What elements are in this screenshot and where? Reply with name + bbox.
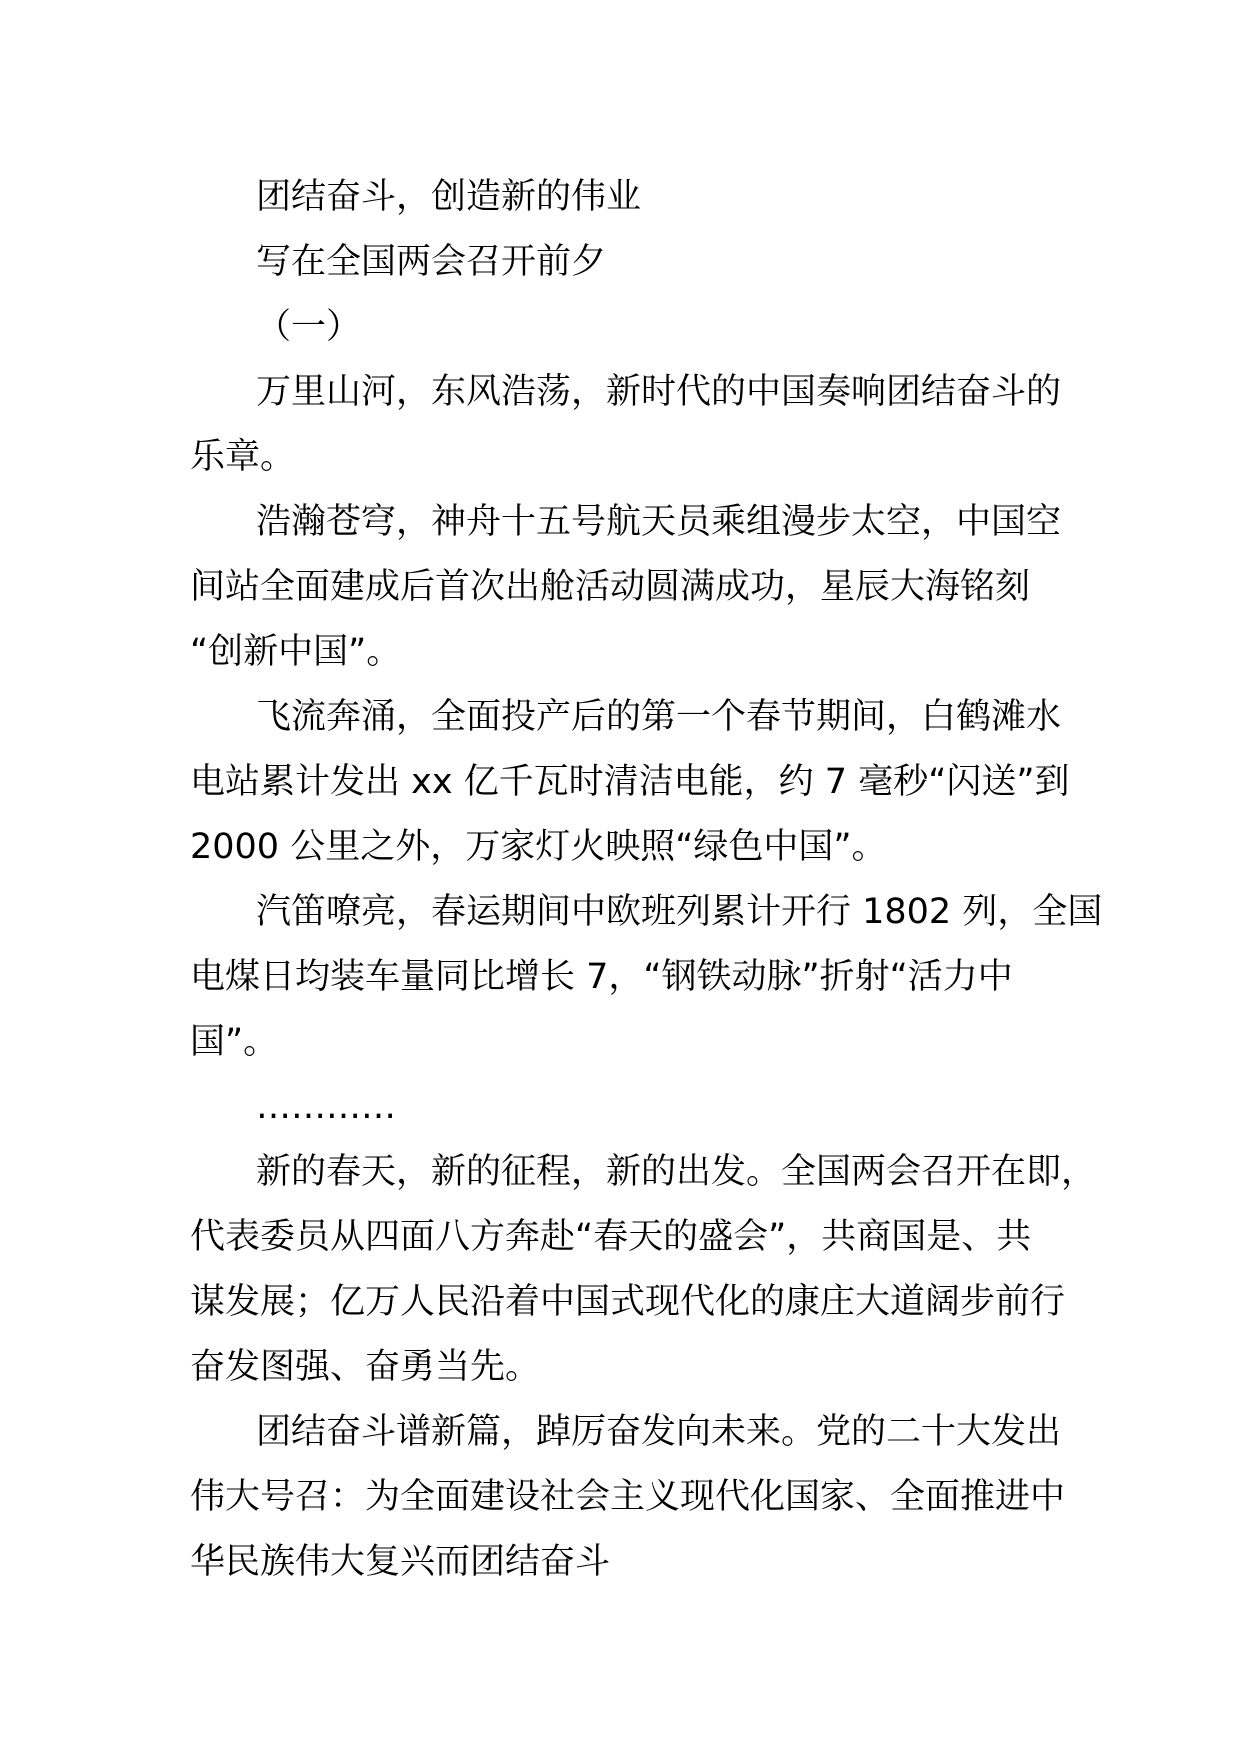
- paragraph-line: 2000 公里之外，万家灯火映照“绿色中国”。: [190, 827, 887, 867]
- paragraph-line: 国”。: [190, 1022, 279, 1062]
- paragraph-line: 谋发展；亿万人民沿着中国式现代化的康庄大道阔步前行: [190, 1282, 1066, 1322]
- paragraph-line: 团结奋斗谱新篇，踔厉奋发向未来。党的二十大发出: [256, 1412, 1062, 1452]
- section-number: （一）: [256, 307, 362, 347]
- paragraph-line: 乐章。: [190, 437, 296, 477]
- document-page: [190, 165, 1103, 1595]
- paragraph-line: 华民族伟大复兴而团结奋斗: [190, 1542, 611, 1582]
- paragraph-line: 新的春天，新的征程，新的出发。全国两会召开在即，: [256, 1152, 1097, 1192]
- ellipsis-line: …………: [256, 1087, 396, 1127]
- paragraph-line: 万里山河，东风浩荡，新时代的中国奏响团结奋斗的: [256, 372, 1062, 412]
- paragraph-line: 伟大号召：为全面建设社会主义现代化国家、全面推进中: [190, 1477, 1066, 1517]
- paragraph-line: 汽笛嘹亮，春运期间中欧班列累计开行 1802 列，全国: [256, 892, 1103, 932]
- paragraph-line: 飞流奔涌，全面投产后的第一个春节期间，白鹤滩水: [256, 697, 1062, 737]
- paragraph-line: 电站累计发出 xx 亿千瓦时清洁电能，约 7 毫秒“闪送”到: [190, 762, 1070, 802]
- paragraph-line: 代表委员从四面八方奔赴“春天的盛会”，共商国是、共: [190, 1217, 1032, 1257]
- paragraph-line: 奋发图强、奋勇当先。: [190, 1347, 541, 1387]
- document-subtitle: 写在全国两会召开前夕: [256, 242, 607, 282]
- paragraph-line: 浩瀚苍穹，神舟十五号航天员乘组漫步太空，中国空: [256, 502, 1062, 542]
- paragraph-line: 间站全面建成后首次出舱活动圆满成功，星辰大海铭刻: [190, 567, 1031, 607]
- paragraph-line: “创新中国”。: [190, 632, 402, 672]
- paragraph-line: 电煤日均装车量同比增长 7，“钢铁动脉”折射“活力中: [190, 957, 1013, 997]
- document-title: 团结奋斗，创造新的伟业: [256, 177, 642, 217]
